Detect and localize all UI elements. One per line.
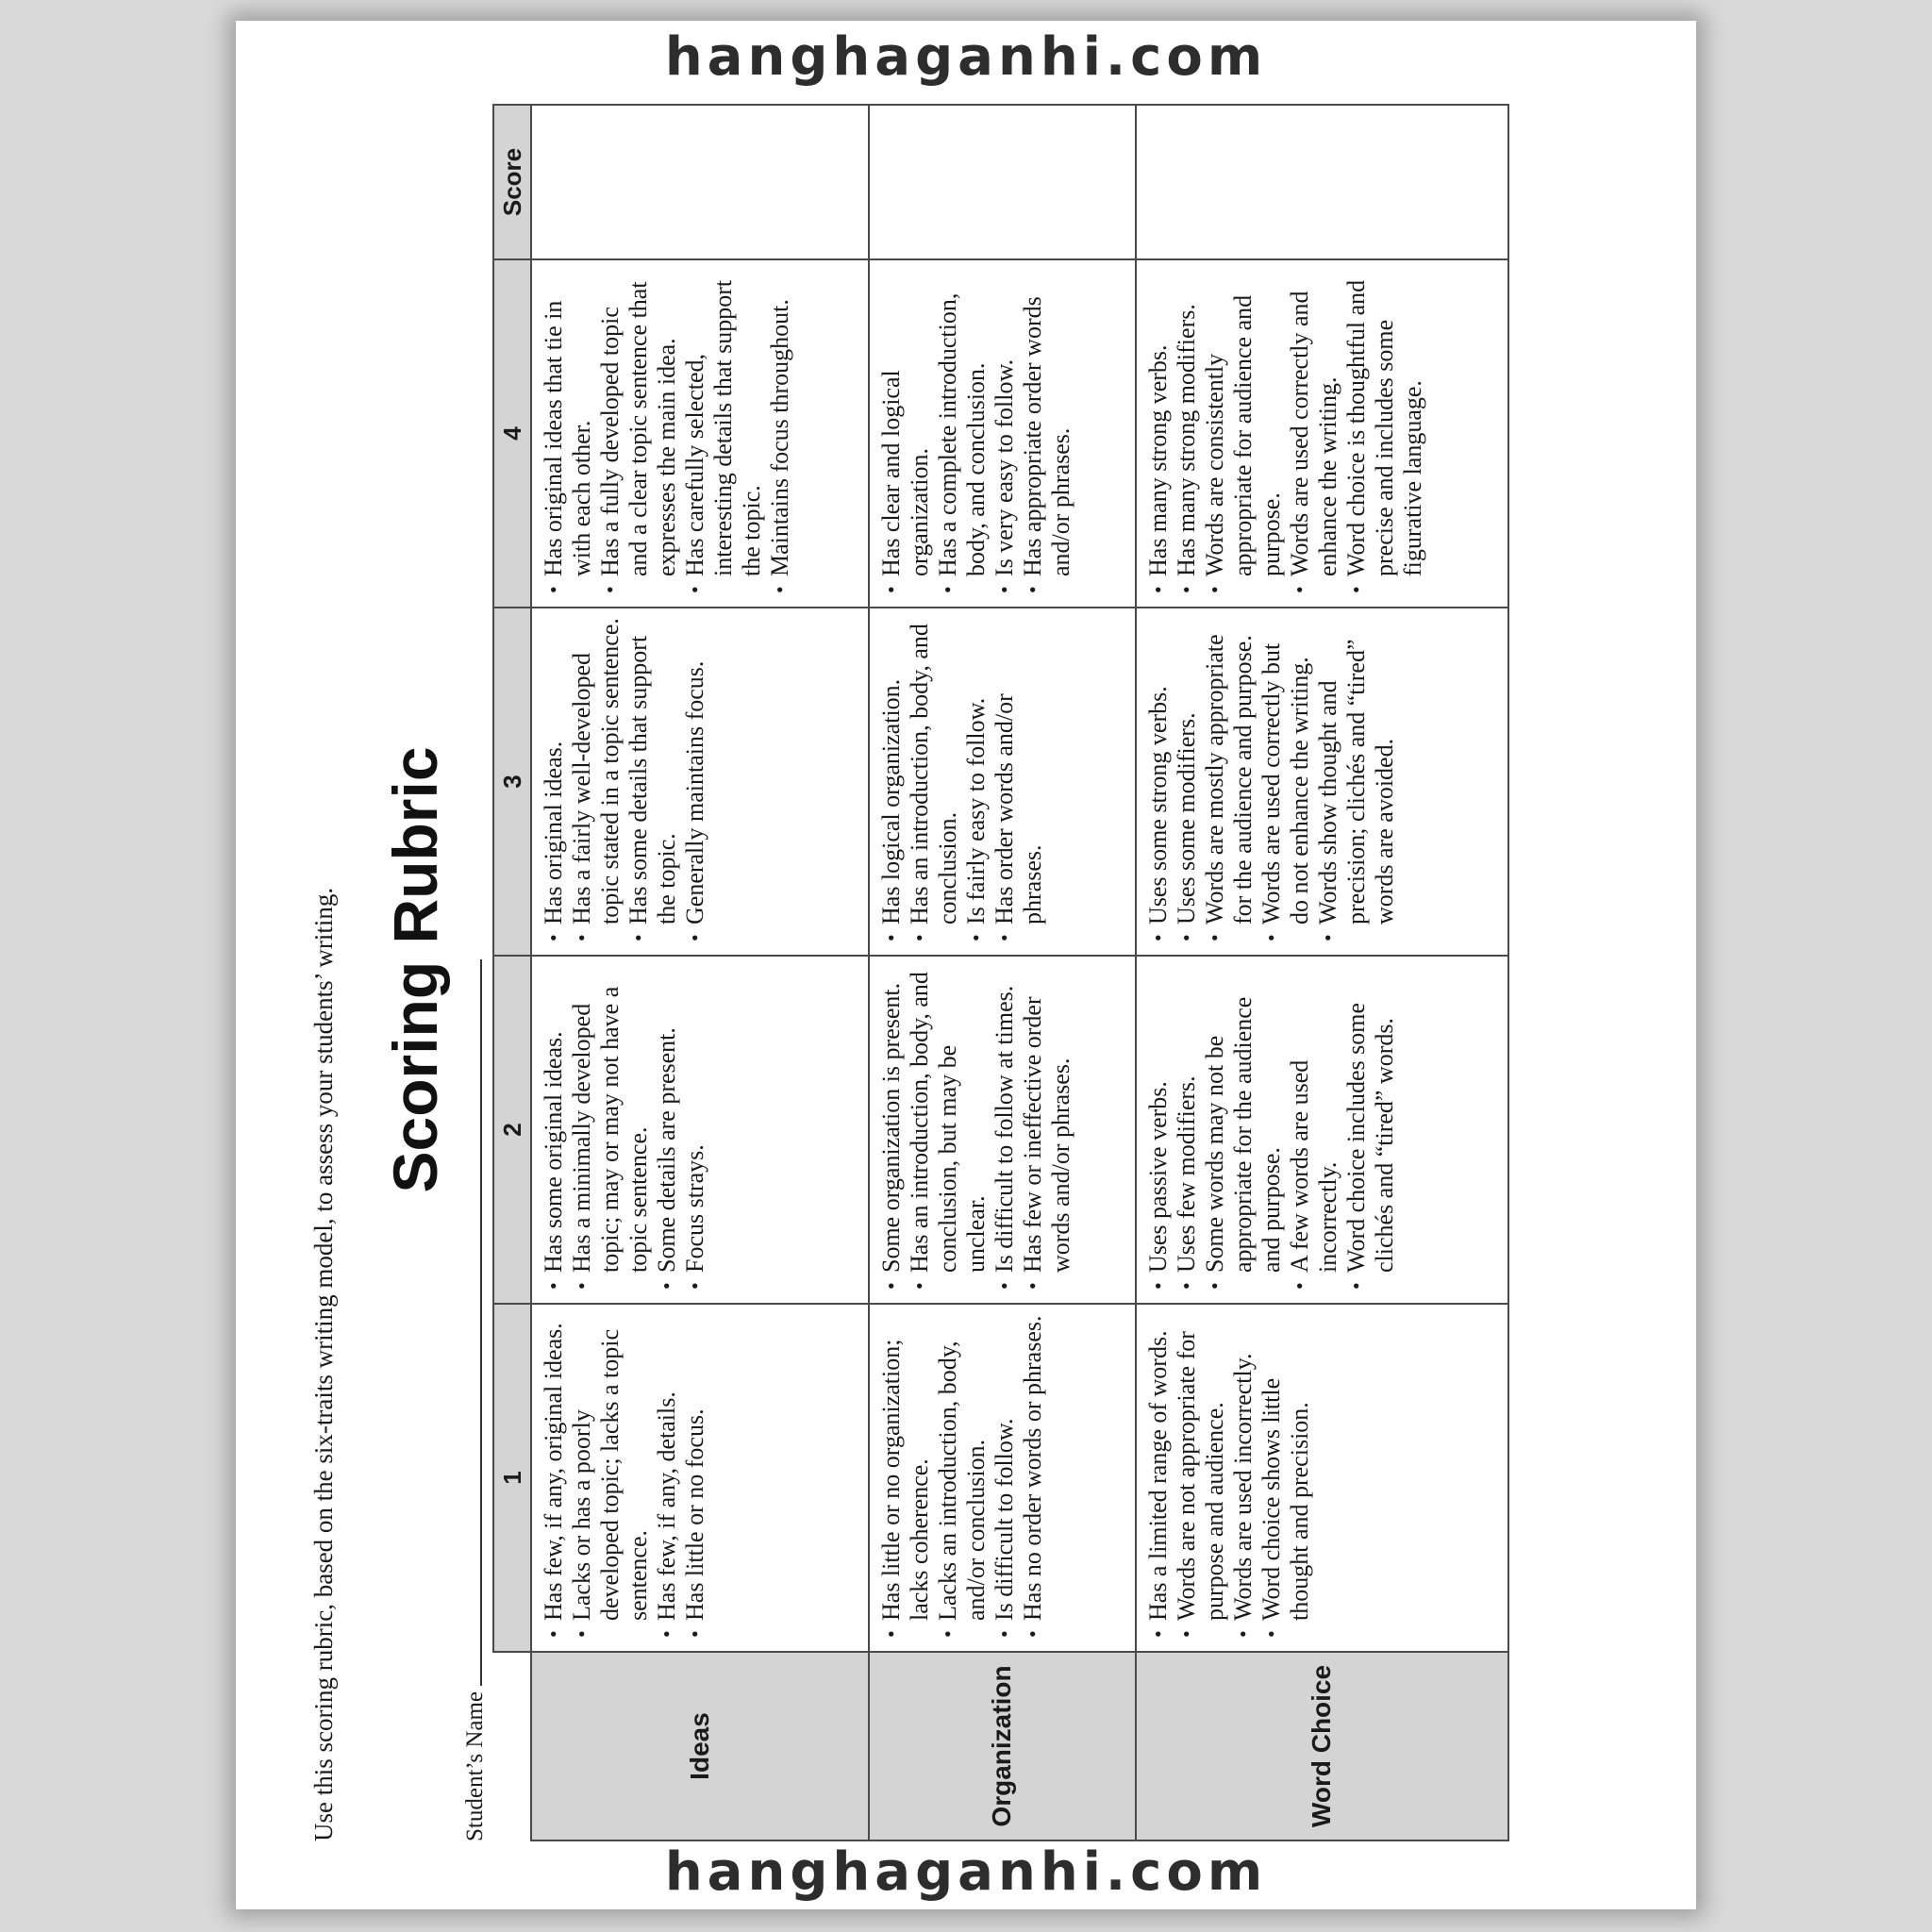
trait-label: Word Choice — [1136, 1652, 1508, 1840]
score-cell-word-choice[interactable] — [1136, 105, 1508, 259]
criterion: • Has few, if any, original ideas. — [540, 1314, 568, 1638]
criterion: • Has a fairly well-developed topic stated in a topic sentence. — [568, 618, 625, 941]
criterion: • Words are consistently appropriate for audience and purpose. — [1201, 270, 1286, 593]
criterion: • Is fairly easy to follow. — [962, 618, 991, 941]
criterion: • Word choice includes some clichés and “tired” words. — [1342, 966, 1399, 1290]
rubric-cell — [1136, 608, 1508, 956]
criterion: • Uses some modifiers. — [1173, 618, 1201, 941]
criterion: • Has clear and logical organization. — [877, 270, 934, 593]
criterion: • Has an introduction, body, and conclusion, but may be unclear. — [906, 966, 991, 1290]
criterion: • Some details are present. — [653, 966, 681, 1290]
column-header-3: 3 — [493, 608, 531, 956]
criterion: • Has many strong verbs. — [1144, 270, 1173, 593]
criterion: • Words are used incorrectly. — [1229, 1314, 1257, 1638]
criterion: • Word choice shows little thought and precision. — [1257, 1314, 1314, 1638]
page-title: Scoring Rubric — [380, 746, 450, 1193]
criterion: • Has carefully selected, interesting details that support the topic. — [681, 270, 766, 593]
criterion: • Has an introduction, body, and conclusion. — [906, 618, 962, 941]
criterion: • Some organization is present. — [877, 966, 906, 1290]
criterion: • Has little or no focus. — [681, 1314, 709, 1638]
criterion: • Words are used correctly and enhance the writing. — [1286, 270, 1342, 593]
criterion: • Focus strays. — [681, 966, 709, 1290]
criterion: • Uses passive verbs. — [1144, 966, 1173, 1290]
criterion: • Words are not appropriate for purpose and audience. — [1173, 1314, 1229, 1638]
rubric-cell — [1136, 1304, 1508, 1652]
row-organization — [869, 105, 1136, 1840]
rubric-cell — [869, 259, 1136, 608]
column-header-1: 1 — [493, 1304, 531, 1652]
row-ideas — [531, 105, 869, 1840]
criterion: • Has some original ideas. — [540, 966, 568, 1290]
criterion: • Maintains focus throughout. — [766, 270, 794, 593]
column-header-4: 4 — [493, 259, 531, 608]
trait-label: Organization — [869, 1652, 1136, 1840]
criterion: • Has order words and/or phrases. — [991, 618, 1047, 941]
trait-label: Ideas — [531, 1652, 869, 1840]
watermark-bottom: hanghaganhi.com — [664, 1841, 1268, 1903]
criterion: • Has logical organization. — [877, 618, 906, 941]
column-header-2: 2 — [493, 956, 531, 1304]
rubric-cell — [1136, 956, 1508, 1304]
score-cell-organization[interactable] — [869, 105, 1136, 259]
rubric-cell — [869, 956, 1136, 1304]
row-word-choice — [1136, 105, 1508, 1840]
rubric-cell — [531, 1304, 869, 1652]
column-header-score: Score — [493, 105, 531, 259]
criterion: • Has a minimally developed topic; may or may not have a topic sentence. — [568, 966, 653, 1290]
criterion: • Has no order words or phrases. — [1019, 1314, 1047, 1638]
criterion: • Word choice is thoughtful and precise and includes some figurative language. — [1342, 270, 1427, 593]
rubric-cell — [531, 259, 869, 608]
student-name-line — [463, 959, 482, 1686]
criterion: • Has many strong modifiers. — [1173, 270, 1201, 593]
criterion: • Has few, if any, details. — [653, 1314, 681, 1638]
criterion: • Some words may not be appropriate for the audience and purpose. — [1201, 966, 1286, 1290]
criterion: • Is very easy to follow. — [991, 270, 1019, 593]
corner-cell — [493, 1652, 531, 1840]
rubric-cell — [869, 1304, 1136, 1652]
criterion: • Has original ideas. — [540, 618, 568, 941]
criterion: • Has a complete introduction, body, and conclusion. — [934, 270, 991, 593]
criterion: • Words are mostly appropriate for the audience and purpose. — [1201, 618, 1257, 941]
student-name-field — [462, 959, 489, 1841]
criterion: • Generally maintains focus. — [681, 618, 709, 941]
student-name-label: Student’s Name — [462, 1690, 488, 1841]
criterion: • Is difficult to follow. — [991, 1314, 1019, 1638]
criterion: • Lacks or has a poorly developed topic; lacks a topic sentence. — [568, 1314, 653, 1638]
rubric-cell — [869, 608, 1136, 956]
rubric-cell — [531, 608, 869, 956]
criterion: • Is difficult to follow at times. — [991, 966, 1019, 1290]
criterion: • Has a limited range of words. — [1144, 1314, 1173, 1638]
criterion: • Has appropriate order words and/or phrases. — [1019, 270, 1075, 593]
intro-text: Use this scoring rubric, based on the six-traits writing model, to assess your students’ writing. — [309, 887, 338, 1841]
criterion: • Has a fully developed topic and a clear topic sentence that expresses the main idea. — [596, 270, 681, 593]
criterion: • Has little or no organization; lacks coherence. — [877, 1314, 934, 1638]
criterion: • Words are used correctly but do not enhance the writing. — [1257, 618, 1314, 941]
header-row — [493, 105, 531, 1840]
criterion: • Uses some strong verbs. — [1144, 618, 1173, 941]
rubric-table — [492, 104, 1509, 1841]
rubric-cell — [1136, 259, 1508, 608]
criterion: • Has few or ineffective order words and/or phrases. — [1019, 966, 1075, 1290]
criterion: • Has some details that support the topic. — [625, 618, 681, 941]
criterion: • A few words are used incorrectly. — [1286, 966, 1342, 1290]
rubric-cell — [531, 956, 869, 1304]
criterion: • Lacks an introduction, body, and/or conclusion. — [934, 1314, 991, 1638]
criterion: • Words show thought and precision; clichés and “tired” words are avoided. — [1314, 618, 1399, 941]
criterion: • Uses few modifiers. — [1173, 966, 1201, 1290]
criterion: • Has original ideas that tie in with each other. — [540, 270, 596, 593]
score-cell-ideas[interactable] — [531, 105, 869, 259]
watermark-top: hanghaganhi.com — [664, 26, 1268, 88]
rotated-document — [304, 98, 1568, 1841]
